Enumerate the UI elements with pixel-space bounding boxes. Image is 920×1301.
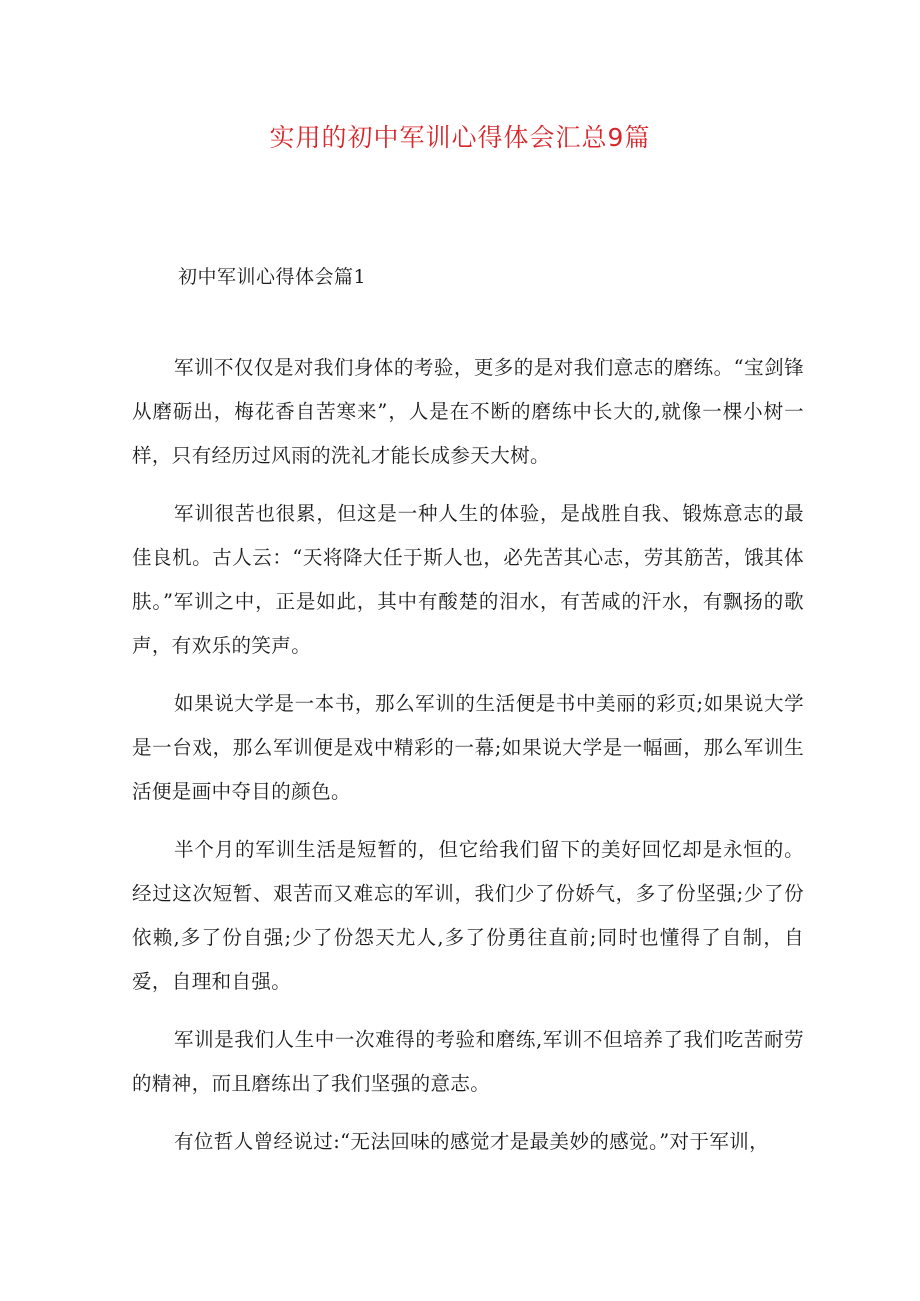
article-body <box>132 346 804 1178</box>
paragraph-6: 有位哲人曾经说过:“无法回味的感觉才是最美妙的感觉。”对于军训， <box>174 1130 770 1153</box>
paragraph-1: 军训不仅仅是对我们身体的考验，更多的是对我们意志的磨练。“宝剑锋从磨砺出，梅花香自苦寒来”，人是在不断的磨练中长大的,就像一棵小树一样，只有经历过风雨的洗礼才能长成参天大树。 <box>132 356 804 467</box>
paragraph-5: 军训是我们人生中一次难得的考验和磨练,军训不但培养了我们吃苦耐劳的精神，而且磨练出了我们坚强的意志。 <box>132 1028 804 1095</box>
paragraph-3: 如果说大学是一本书，那么军训的生活便是书中美丽的彩页;如果说大学是一台戏，那么军训便是戏中精彩的一幕;如果说大学是一幅画，那么军训生活便是画中夺目的颜色。 <box>132 692 804 803</box>
section-heading: 初中军训心得体会篇1 <box>178 266 367 288</box>
paragraph-4: 半个月的军训生活是短暂的，但它给我们留下的美好回忆却是永恒的。经过这次短暂、艰苦而又难忘的军训，我们少了份娇气，多了份坚强;少了份依赖,多了份自强;少了份怨天尤人,多了份勇往直前;同时也懂得了自制，自爱，自理和自强。 <box>132 838 804 993</box>
paragraph-2: 军训很苦也很累，但这是一种人生的体验，是战胜自我、锻炼意志的最佳良机。古人云：“天将降大任于斯人也，必先苦其心志，劳其筋苦，饿其体肤。”军训之中，正是如此，其中有酸楚的泪水，有苦咸的汗水，有飘扬的歌声，有欢乐的笑声。 <box>132 502 804 657</box>
document-title: 实用的初中军训心得体会汇总9篇 <box>269 123 651 152</box>
